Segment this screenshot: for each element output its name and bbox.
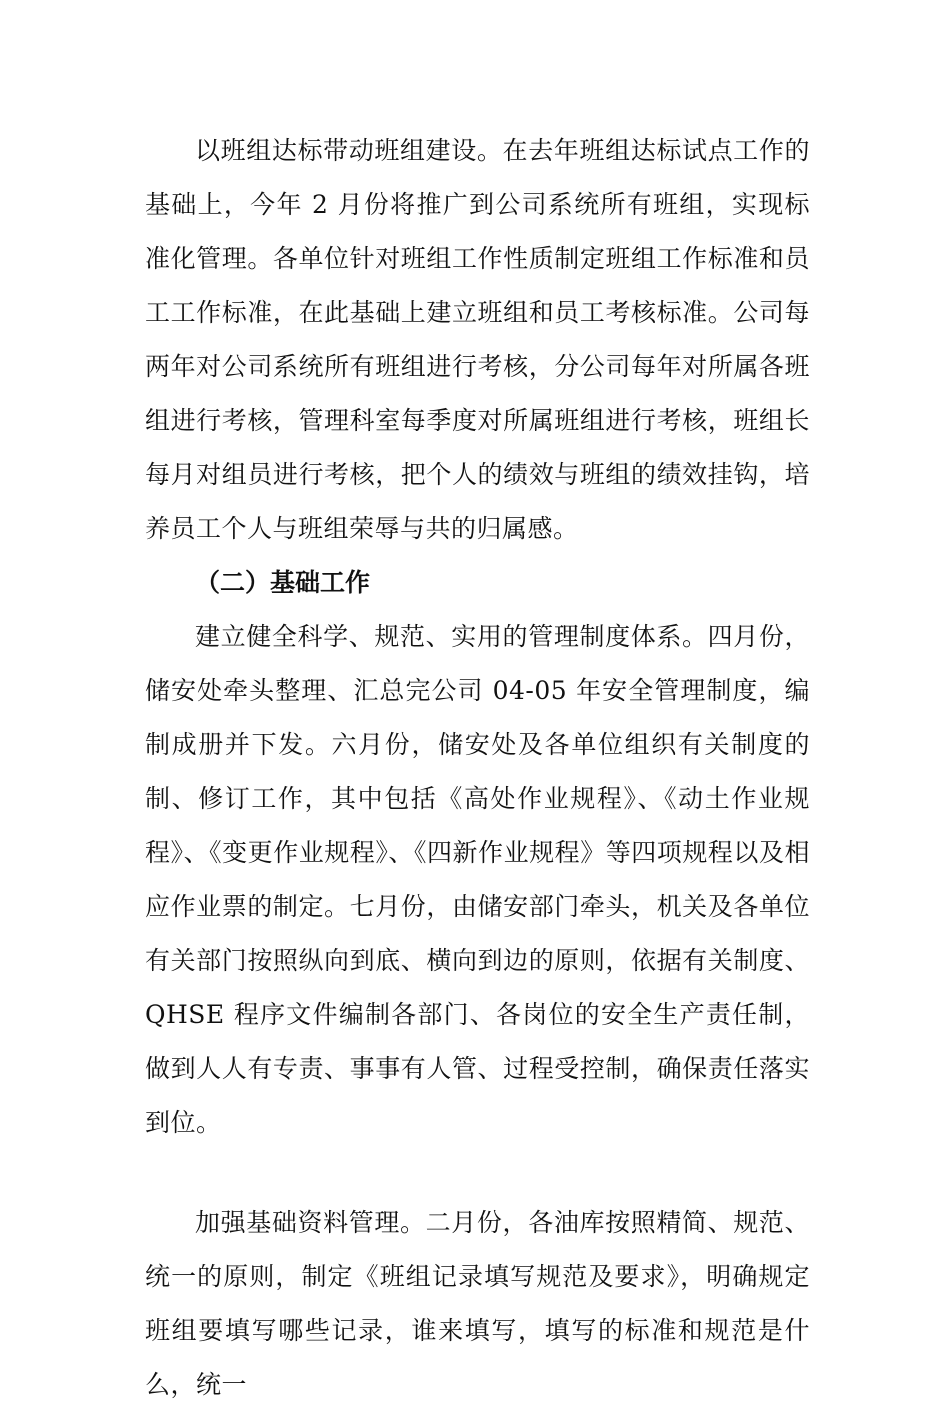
section-heading-basic-work: （二）基础工作: [195, 568, 371, 597]
paragraph-management-system: 建立健全科学、规范、实用的管理制度体系。四月份，储安处牵头整理、汇总完公司 04-05 年安全管理制度，编制成册并下发。六月份，储安处及各单位组织有关制度的制、修订工作，其中包括《高处作业规程》、《动土作业规程》、《变更作业规程》、《四新作业规程》等四项规程以及相应作业票的制定。七月份，由储安部门牵头，机关及各单位有关部门按照纵向到底、横向到边的原则，依据有关制度、QHSE 程序文件编制各部门、各岗位的安全生产责任制，做到人人有专责、事事有人管、过程受控制，确保责任落实到位。: [145, 622, 810, 1137]
paragraph-team-standards: 以班组达标带动班组建设。在去年班组达标试点工作的基础上，今年 2 月份将推广到公司系统所有班组，实现标准化管理。各单位针对班组工作性质制定班组工作标准和员工工作标准，在此基础上建立班组和员工考核标准。公司每两年对公司系统所有班组进行考核，分公司每年对所属各班组进行考核，管理科室每季度对所属班组进行考核，班组长每月对组员进行考核，把个人的绩效与班组的绩效挂钩，培养员工个人与班组荣辱与共的归属感。: [145, 136, 810, 543]
document-page: [145, 124, 810, 1412]
paragraph-spacer: [145, 1150, 810, 1196]
paragraph-basic-records: 加强基础资料管理。二月份，各油库按照精简、规范、统一的原则，制定《班组记录填写规范及要求》，明确规定班组要填写哪些记录，谁来填写，填写的标准和规范是什么，统一: [145, 1208, 810, 1399]
